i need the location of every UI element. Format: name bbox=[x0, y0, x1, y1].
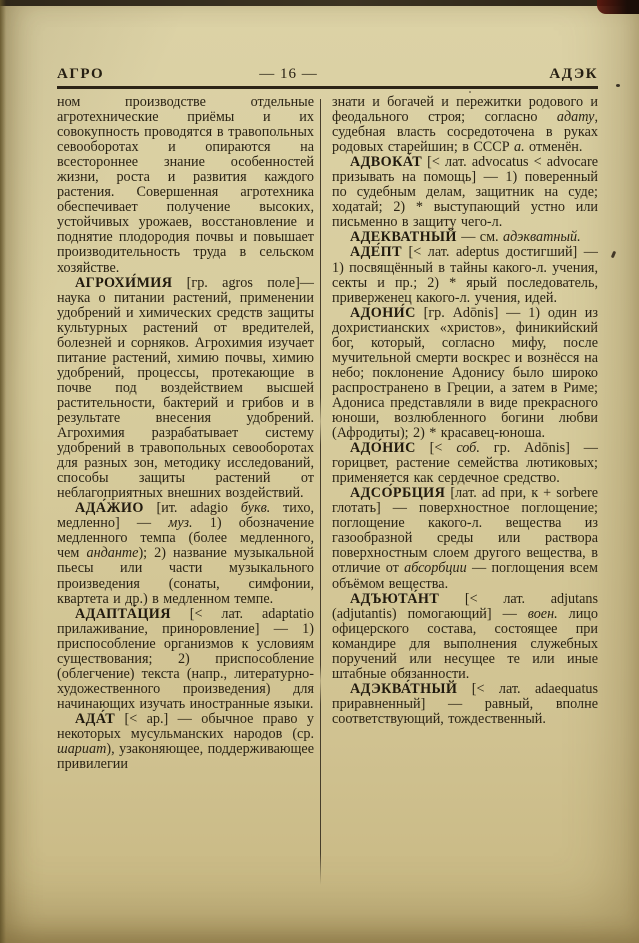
italic-run: адэкватный. bbox=[503, 229, 581, 246]
text-run: [ит. adagio bbox=[143, 500, 241, 517]
italic-run: воен. bbox=[527, 605, 558, 622]
headword: АДЕ́ПТ bbox=[350, 244, 402, 261]
headword: АДА́Т bbox=[75, 710, 116, 727]
text-run: тихо, медленно] — bbox=[57, 500, 314, 532]
entry-adonis-god bbox=[332, 306, 598, 441]
text-run: 1) обозначение медленного темпа (более медленного, чем bbox=[57, 515, 314, 562]
entry-adaptatsiya bbox=[57, 607, 314, 712]
text-run: [лат. ad при, к + sorbere глотать] — поверхностное поглощение; поглощение какого-л. вещества из газообразной среды или раствора поверхностным слоем другого вещества, в отличие от bbox=[332, 485, 598, 577]
italic-run: букв. bbox=[240, 500, 271, 517]
text-run: ); 2) название музыкальной пьесы или части музыкального произведения (сонаты, симфонии, квартета и др.) в медленном темпе. bbox=[57, 545, 315, 607]
text-area bbox=[57, 95, 598, 885]
text-run: [гр. Adōnis] — 1) один из дохристианских «христов», финикийский бог, который, согласно мифу, после мучительной смерти воскрес и вознёсся на небо; поклонение Адонису было широко распространено в Греции, а затем в Риме; Адониса представляли в виде прекрасного юноши, возлюбленного богини любви (Афродиты); 2) * красавец-юноша. bbox=[332, 304, 598, 442]
italic-run: муз. bbox=[168, 515, 193, 532]
ink-speck bbox=[616, 84, 620, 87]
text-run: лицо офицерского состава, состоящее при командире для выполнения служебных поручений или несущее те или иные штабные обязанности. bbox=[332, 605, 598, 682]
headword: АГРОХИ́МИЯ bbox=[75, 274, 173, 291]
entry-adonis-plant bbox=[332, 441, 598, 486]
column-divider-rule bbox=[320, 99, 321, 885]
text-run: отменён. bbox=[524, 139, 583, 156]
text-run: знати и богачей и пережитки родового и феодального строя; согласно bbox=[332, 94, 598, 126]
text-run: [< лат. advocatus < advocare призывать на помощь] — 1) поверенный по судебным делам, защитник на суде; ходатай; 2) * выступающий устно или письменно в защиту чего-л. bbox=[332, 154, 598, 231]
text-run: [гр. agros поле]— наука о питании растений, применении удобрений и химических средств защиты культурных растений от вредителей, болезней и сорняков. Агрохимия изучает питание растений, химию почвы, химию удобрений, процессы, протекающие в почве под воздействием высшей растительности, бактерий и грибов и в результате внесения удобрений. Агрохимия разрабатывает систему удобрений в травопольных севооборотах для разных зон, методику исследований, способы защиты растений от неблагоприятных внешних воздействий. bbox=[57, 274, 314, 502]
guide-word-right: АДЭК bbox=[549, 66, 598, 82]
ink-speck bbox=[611, 251, 616, 259]
headword: АДСО́РБЦИЯ bbox=[350, 485, 446, 502]
italic-run: а. bbox=[514, 139, 525, 156]
ink-speck bbox=[469, 91, 471, 93]
column-right bbox=[332, 95, 598, 885]
text-run: гр. Adōnis] — горицвет, растение семейства лютиковых; применяется как сердечное средство. bbox=[332, 440, 598, 487]
headword: АДЭКВА́ТНЫЙ bbox=[350, 680, 458, 697]
page-number: — 16 — bbox=[259, 66, 318, 82]
entry-adsorbtsiya bbox=[332, 486, 598, 591]
text-run: , судебная власть сосредоточена в руках родовых старейшин; в СССР bbox=[332, 109, 598, 156]
para-adat-continuation bbox=[332, 95, 598, 155]
text-run: — см. bbox=[456, 229, 504, 246]
scan-left-edge-shadow bbox=[0, 0, 6, 943]
italic-run: адату bbox=[556, 109, 595, 126]
column-left bbox=[57, 95, 314, 885]
text-run: [< лат. adaequatus приравненный] — равный, вполне соответствующий, тождественный. bbox=[332, 680, 598, 727]
text-run: — поглощения всем объёмом вещества. bbox=[332, 560, 598, 592]
headword: АДАПТА́ЦИЯ bbox=[75, 605, 171, 622]
text-run: [< лат. adeptus достигший] — 1) посвящённый в тайны какого-л. учения, секты и пр.; 2) * ярый последователь, приверженец какого-л. учения, идей. bbox=[332, 244, 598, 306]
italic-run: анданте bbox=[86, 545, 139, 562]
entry-adyutant bbox=[332, 592, 598, 682]
running-head bbox=[57, 59, 598, 89]
headword: АДВОКА́Т bbox=[350, 154, 423, 171]
text-run: [< лат. adaptatio прилаживание, приноровление] — 1) приспособление организмов к условиям существования; 2) приспособление (облегчение) текста (напр., литературно-художественного произведения) для начинающих изучать иностранные языки. bbox=[57, 605, 314, 712]
italic-run: абсорбции bbox=[404, 560, 467, 577]
para-agrotechnics-continuation bbox=[57, 95, 314, 276]
text-run: ном производстве отдельные агротехнические приёмы и их совокупность проводятся в травопольных севооборотах и опираются на всестороннее знание особенностей жизни, роста и развития каждого растения. Совершенная агротехника обеспечивает получение высоких, устойчивых урожаев, восстановление и поднятие плодородия почвы и повышает производительность труда в сельском хозяйстве. bbox=[57, 94, 314, 276]
text-run: [< лат. adjutans (adjutantis) помогающий] — bbox=[332, 590, 598, 622]
italic-run: шариат bbox=[57, 741, 107, 758]
entry-agrokhimiya bbox=[57, 276, 314, 502]
entry-adat bbox=[57, 712, 314, 772]
entry-advokat bbox=[332, 155, 598, 230]
corner-ink-stain bbox=[597, 0, 639, 14]
text-run: ), узаконяющее, поддерживающее привилегии bbox=[57, 741, 314, 773]
headword: АДОНИ́С bbox=[350, 304, 416, 321]
entry-adekvatnyy-main bbox=[332, 682, 598, 727]
headword: АДО́НИС bbox=[350, 440, 416, 457]
entry-adept bbox=[332, 245, 598, 305]
headword: АДЪЮТА́НТ bbox=[350, 590, 440, 607]
headword: АДА́ЖИО bbox=[75, 500, 144, 517]
text-run: [< bbox=[415, 440, 457, 457]
text-run: [< ар.] — обычное право у некоторых мусульманских народов (ср. bbox=[57, 710, 314, 742]
guide-word-left: АГРО bbox=[57, 66, 105, 82]
italic-run: соб. bbox=[456, 440, 480, 457]
scan-top-edge bbox=[0, 0, 639, 6]
entry-adazhio bbox=[57, 501, 314, 606]
headword: АДЕКВАТНЫЙ bbox=[350, 229, 457, 246]
